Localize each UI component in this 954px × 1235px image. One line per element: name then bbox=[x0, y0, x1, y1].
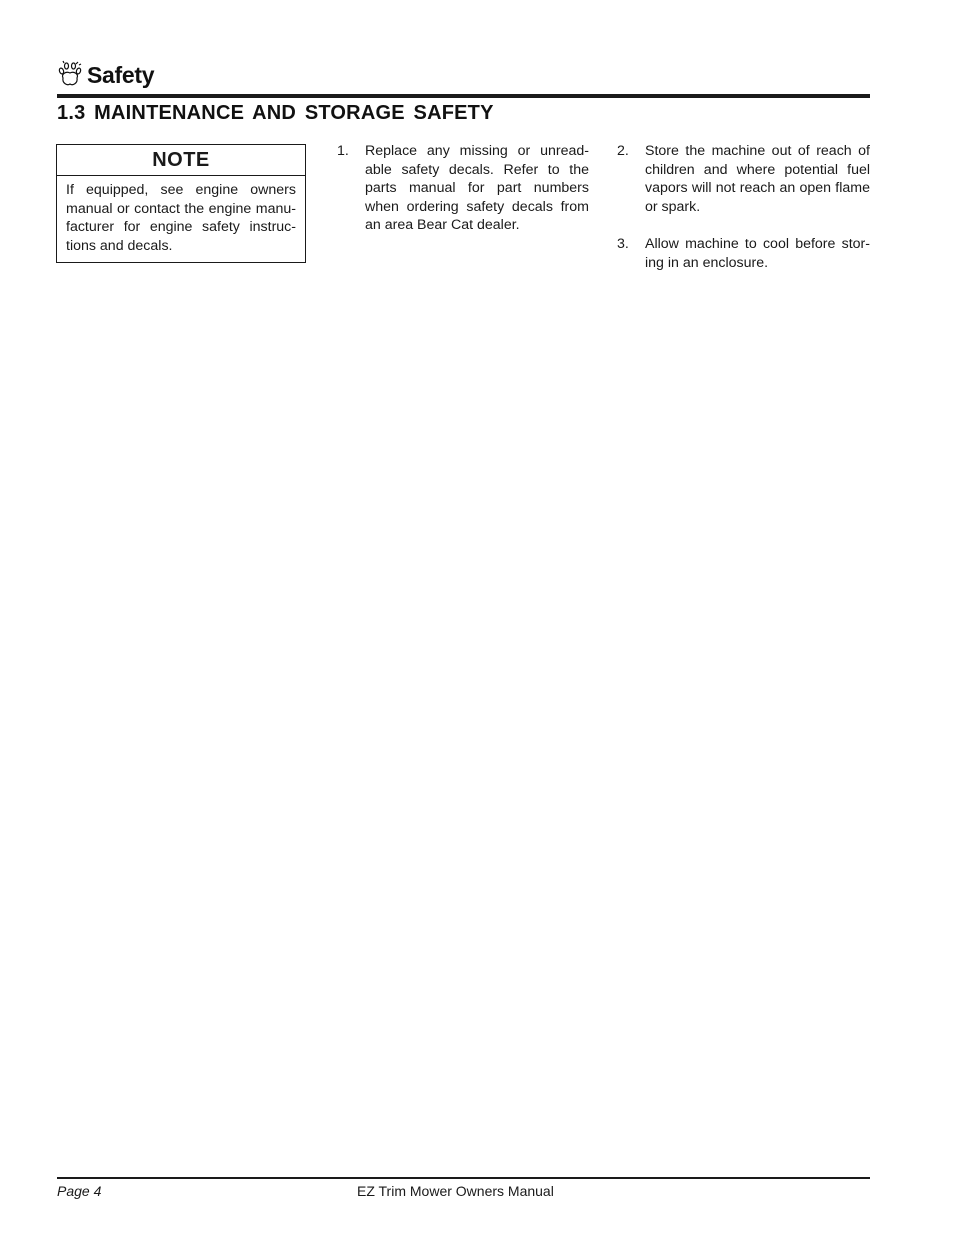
list-item-number: 3. bbox=[617, 236, 629, 252]
section-header bbox=[57, 58, 870, 96]
list-item-text: Replace any missing or unread-able safety decals. Refer to the parts manual for part numbers when ordering safety decals from an area Bear Cat dealer. bbox=[365, 143, 589, 234]
list-item-number: 1. bbox=[337, 143, 349, 159]
note-body: If equipped, see engine owners manual or contact the engine manu-facturer for engine safety instruc-tions and decals. bbox=[66, 182, 296, 254]
list-item-text: Store the machine out of reach of children and where potential fuel vapors will not reach an open flame or spark. bbox=[645, 143, 870, 215]
note-box bbox=[56, 144, 306, 263]
paw-print-icon bbox=[57, 60, 85, 88]
section-title: 1.3 MAINTENANCE AND STORAGE SAFETY bbox=[57, 102, 494, 124]
note-title: NOTE bbox=[57, 145, 305, 176]
header-divider bbox=[57, 94, 870, 98]
manual-title: EZ Trim Mower Owners Manual bbox=[357, 1183, 554, 1199]
list-item-number: 2. bbox=[617, 143, 629, 159]
section-label: Safety bbox=[87, 62, 155, 88]
footer-divider bbox=[57, 1177, 870, 1179]
page-number: Page 4 bbox=[57, 1183, 102, 1199]
list-item-text: Allow machine to cool before stor-ing in an enclosure. bbox=[645, 236, 870, 271]
